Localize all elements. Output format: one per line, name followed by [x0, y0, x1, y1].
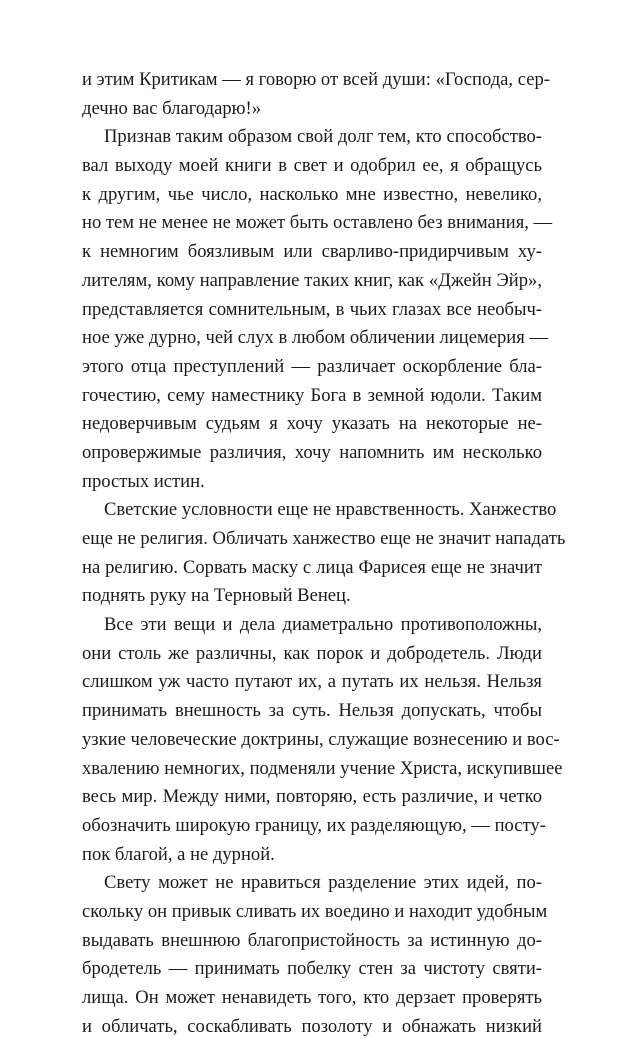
paragraph [82, 611, 563, 869]
text-line: слишком уж часто путают их, а путать их нельзя. Нельзя [82, 671, 542, 693]
text-line: Все эти вещи и дела диаметрально противоположны, [104, 614, 542, 636]
text-line: этого отца преступлений — различает оскорбление бла- [82, 355, 542, 377]
text-line: ное уже дурно, чей слух в любом обличении лицемерия — [82, 327, 549, 349]
text-line: и обличать, соскабливать позолоту и обнажать низкий [82, 1015, 542, 1037]
text-line: обозначить широкую границу, их разделяющую, — посту- [82, 814, 546, 836]
text-line: вал выходу моей книги в свет и одобрил ее, я обращусь [82, 155, 542, 177]
text-line: к немногим боязливым или сварливо-придирчивым ху- [82, 241, 542, 263]
text-line: пок благой, а не дурной. [82, 843, 275, 865]
text-line: бродетель — принимать побелку стен за чистоту святи- [82, 958, 542, 980]
text-line: узкие человеческие доктрины, служащие вознесению и вос- [82, 728, 560, 750]
text-line: гочестию, сему наместнику Бога в земной юдоли. Таким [82, 384, 542, 406]
text-line: они столь же различны, как порок и добродетель. Люди [82, 642, 542, 664]
text-line: дечно вас благодарю!» [82, 97, 262, 119]
text-line: простых истин. [82, 470, 205, 492]
text-line: принимать внешность за суть. Нельзя допускать, чтобы [82, 700, 542, 722]
text-line: Светские условности еще не нравственность. Ханжество [104, 499, 557, 521]
body-text [82, 66, 566, 1041]
text-line: поднять руку на Терновый Венец. [82, 585, 351, 607]
text-line: Свету может не нравиться разделение этих идей, по- [104, 872, 542, 894]
paragraph [82, 869, 548, 1041]
text-line: опровержимые различия, хочу напомнить им несколько [82, 441, 542, 463]
text-line: на религию. Сорвать маску с лица Фарисея еще не значит [82, 556, 542, 578]
text-line: лища. Он может ненавидеть того, кто дерзает проверять [82, 987, 542, 1008]
paragraph [82, 123, 553, 496]
text-line: скольку он привык сливать их воедино и находит удобным [82, 900, 548, 922]
text-line: недоверчивым судьям я хочу указать на некоторые не- [82, 413, 542, 435]
paragraph [82, 66, 550, 123]
text-line: к другим, чье число, насколько мне известно, невелико, [82, 183, 542, 205]
paragraph [82, 496, 566, 611]
text-line: Признав таким образом свой долг тем, кто способство- [104, 126, 542, 148]
text-line: представляется сомнительным, в чьих глазах все необыч- [82, 298, 542, 320]
text-line: лителям, кому направление таких книг, как «Джейн Эйр», [82, 269, 542, 291]
text-line: еще не религия. Обличать ханжество еще не значит нападать [82, 528, 566, 549]
text-line: хвалению немногих, подменяли учение Христа, искупившее [82, 757, 563, 779]
text-line: и этим Критикам — я говорю от всей души: «Господа, сер- [82, 69, 550, 90]
text-line: весь мир. Между ними, повторяю, есть различие, и четко [82, 786, 542, 808]
text-line: выдавать внешнюю благопристойность за истинную до- [82, 929, 542, 951]
text-line: но тем не менее не может быть оставлено без внимания, — [82, 212, 553, 234]
